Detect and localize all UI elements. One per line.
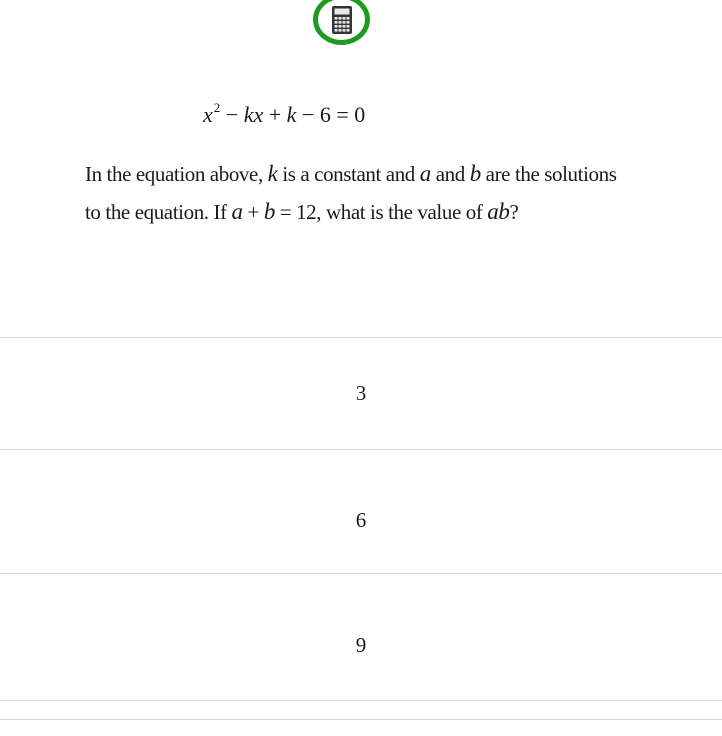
divider: [0, 719, 722, 720]
q-text-6: ?: [509, 200, 519, 224]
q-text-4: are the solutions to the equation. If: [85, 162, 617, 224]
eq-x: x: [203, 102, 213, 127]
eq-k1: k: [243, 102, 254, 127]
choice-label: 9: [355, 633, 367, 657]
q-text-2: is a constant and: [277, 162, 420, 186]
eq-x2: x: [253, 102, 264, 127]
calculator-icon: [331, 5, 353, 35]
eq-plus: +: [263, 102, 287, 127]
equation: [203, 100, 365, 128]
answer-choice-3[interactable]: [0, 591, 722, 701]
q-var-k: k: [267, 161, 278, 186]
q-var-ab: ab: [487, 199, 510, 224]
eq-k2: k: [286, 102, 297, 127]
calculator-button[interactable]: [313, 0, 370, 45]
choice-label: 3: [355, 381, 367, 405]
eq-minus: −: [220, 102, 244, 127]
q-text-1: In the equation above,: [85, 162, 268, 186]
answer-choice-1[interactable]: [0, 337, 722, 450]
eq-exponent: 2: [213, 100, 221, 115]
choice-label: 6: [355, 508, 367, 532]
q-var-a2: a: [231, 199, 243, 224]
question-text: [85, 155, 625, 231]
answer-choice-2[interactable]: [0, 468, 722, 574]
q-plus: +: [242, 200, 264, 224]
q-var-b: b: [469, 161, 481, 186]
eq-tail: − 6 = 0: [296, 102, 366, 127]
q-text-3: and: [430, 162, 470, 186]
q-var-a: a: [419, 161, 431, 186]
q-var-b2: b: [263, 199, 275, 224]
q-text-5: = 12, what is the value of: [274, 200, 488, 224]
